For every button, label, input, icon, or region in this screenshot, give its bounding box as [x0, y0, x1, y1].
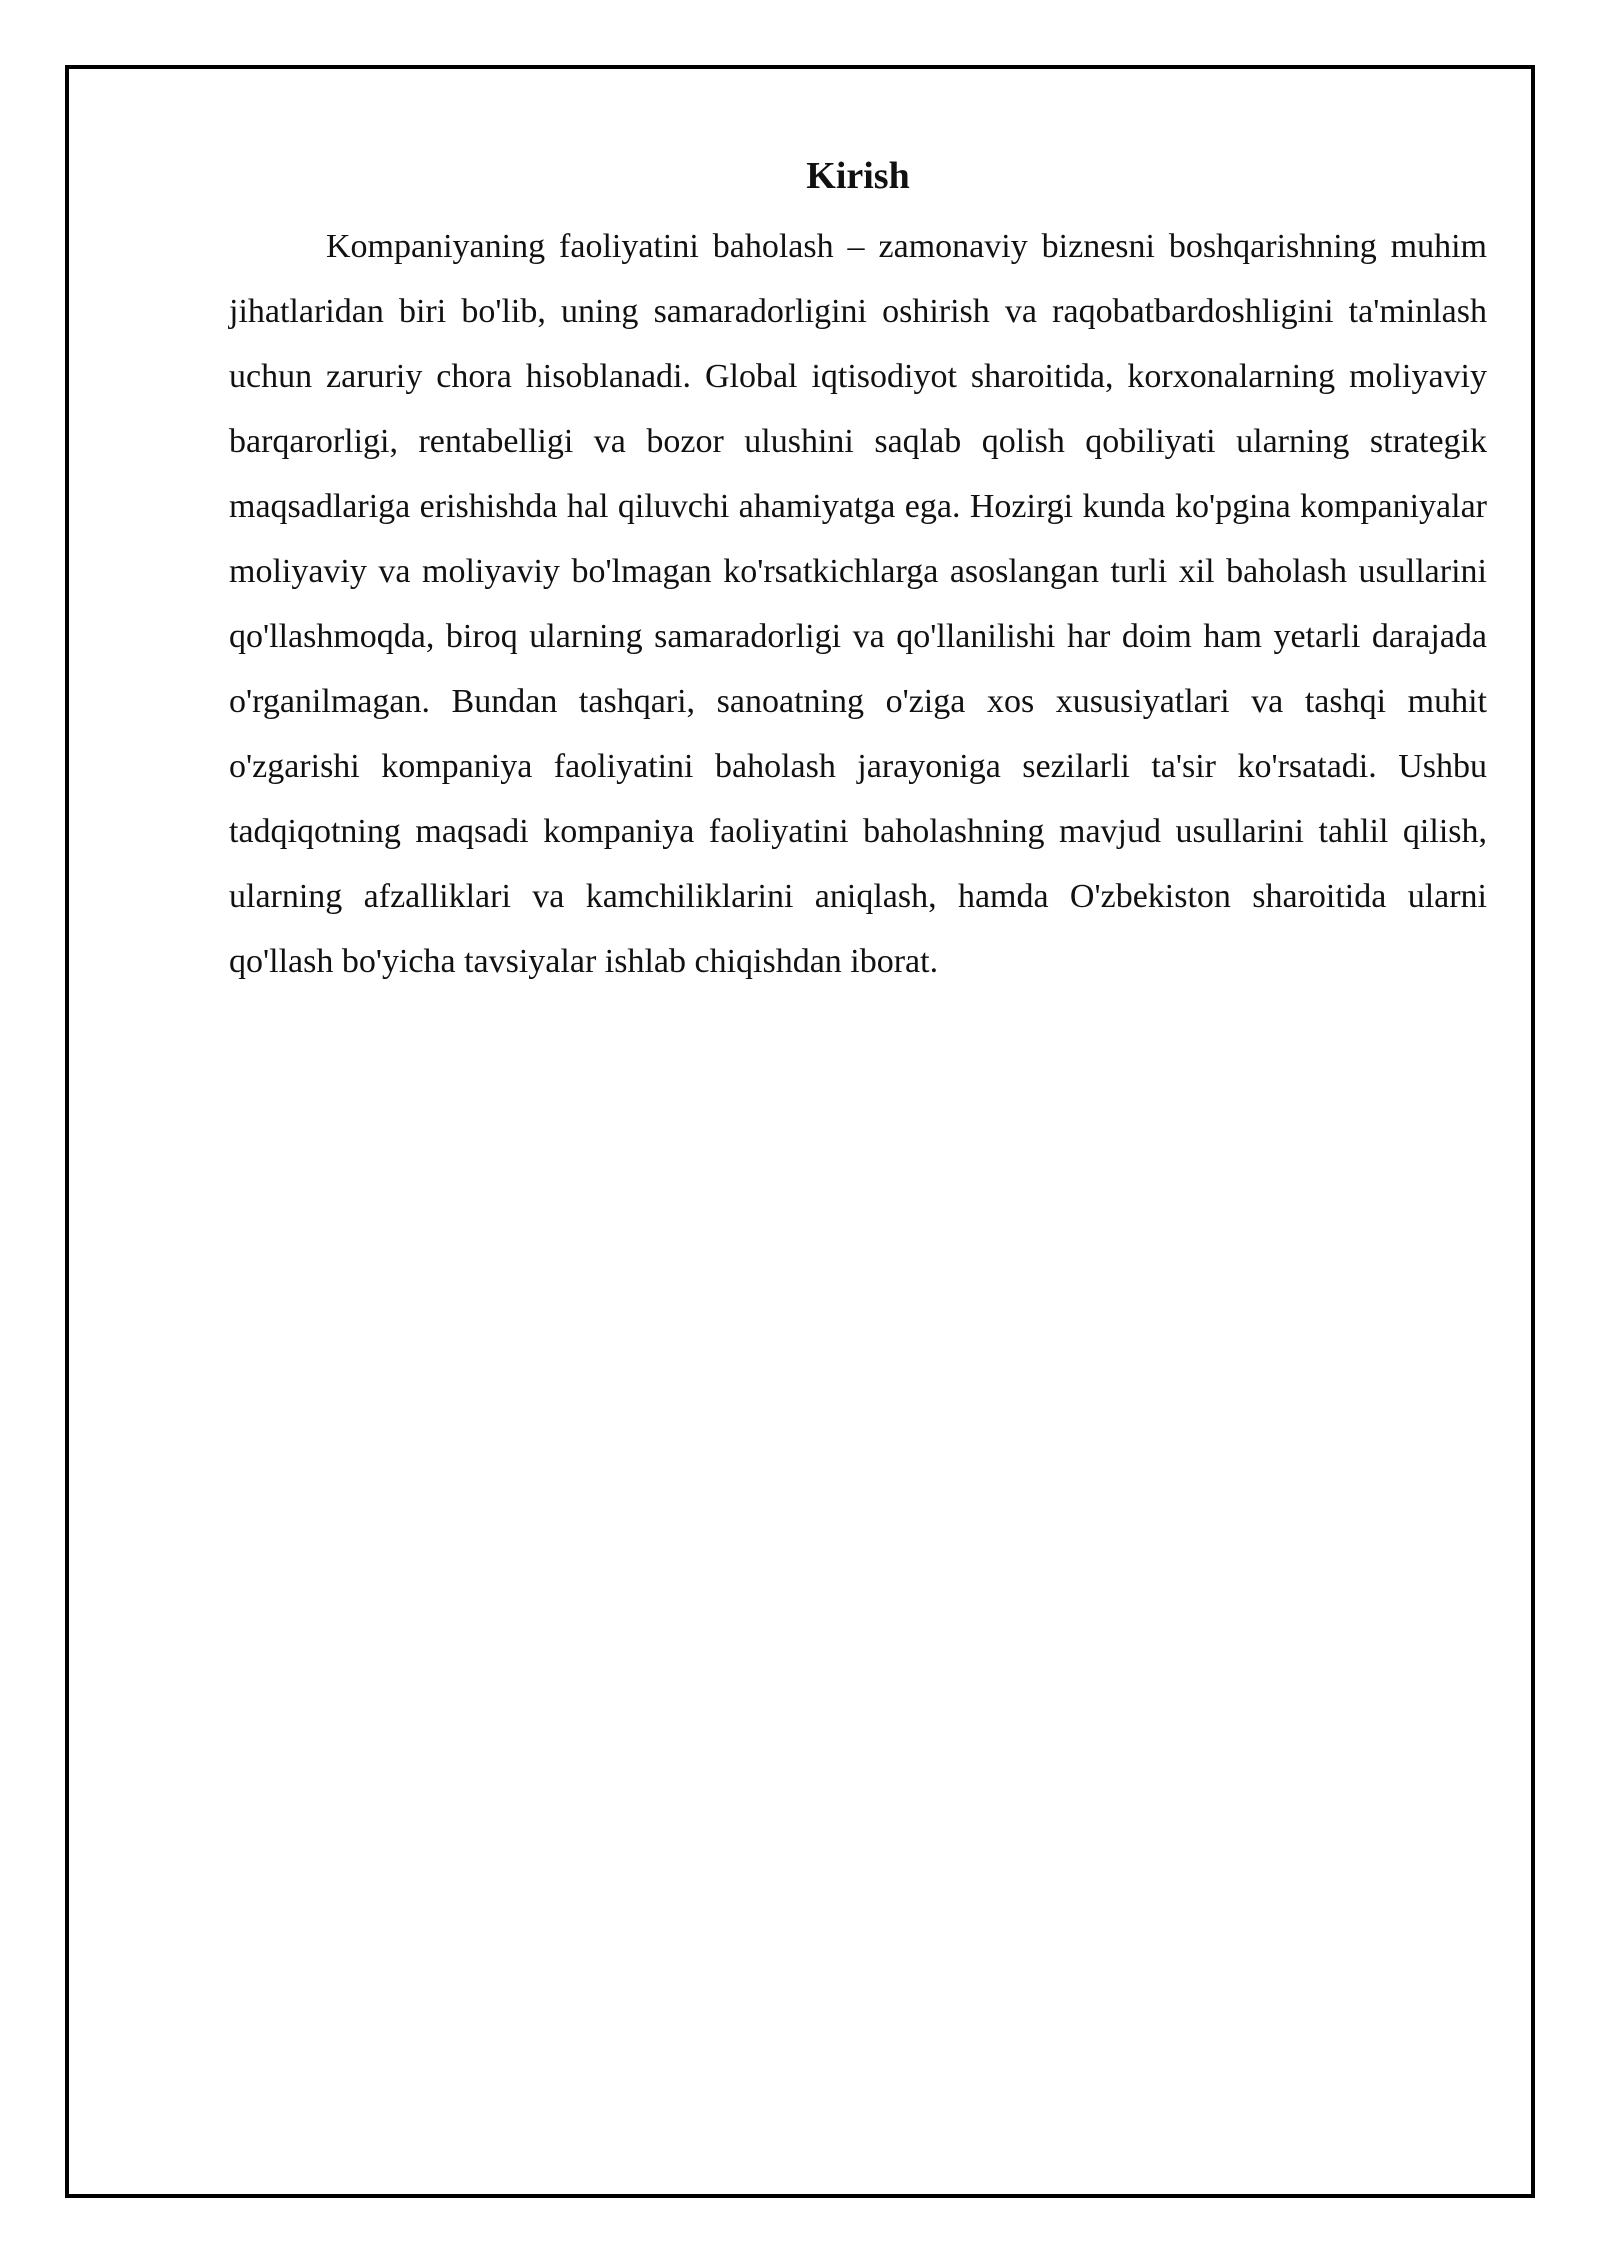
- body-paragraph: Kompaniyaning faoliyatini baholash – zamonaviy biznesni boshqarishning muhim jihatlaridan biri bo'lib, uning samaradorligini oshirish va raqobatbardoshligini ta'minlash uchun zaruriy chora hisoblanadi. Global iqtisodiyot sharoitida, korxonalarning moliyaviy barqarorligi, rentabelligi va bozor ulushini saqlab qolish qobiliyati ularning strategik maqsadlariga erishishda hal qiluvchi ahamiyatga ega. Hozirgi kunda ko'pgina kompaniyalar moliyaviy va moliyaviy bo'lmagan ko'rsatkichlarga asoslangan turli xil baholash usullarini qo'llashmoqda, biroq ularning samaradorligi va qo'llanilishi har doim ham yetarli darajada o'rganilmagan. Bundan tashqari, sanoatning o'ziga xos xususiyatlari va tashqi muhit o'zgarishi kompaniya faoliyatini baholash jarayoniga sezilarli ta'sir ko'rsatadi. Ushbu tadqiqotning maqsadi kompaniya faoliyatini baholashning mavjud usullarini tahlil qilish, ularning afzalliklari va kamchiliklarini aniqlash, hamda O'zbekiston sharoitida ularni qo'llash bo'yicha tavsiyalar ishlab chiqishdan iborat.: [229, 228, 1487, 980]
- page-title: Kirish: [806, 155, 910, 197]
- document-content: [229, 150, 1487, 994]
